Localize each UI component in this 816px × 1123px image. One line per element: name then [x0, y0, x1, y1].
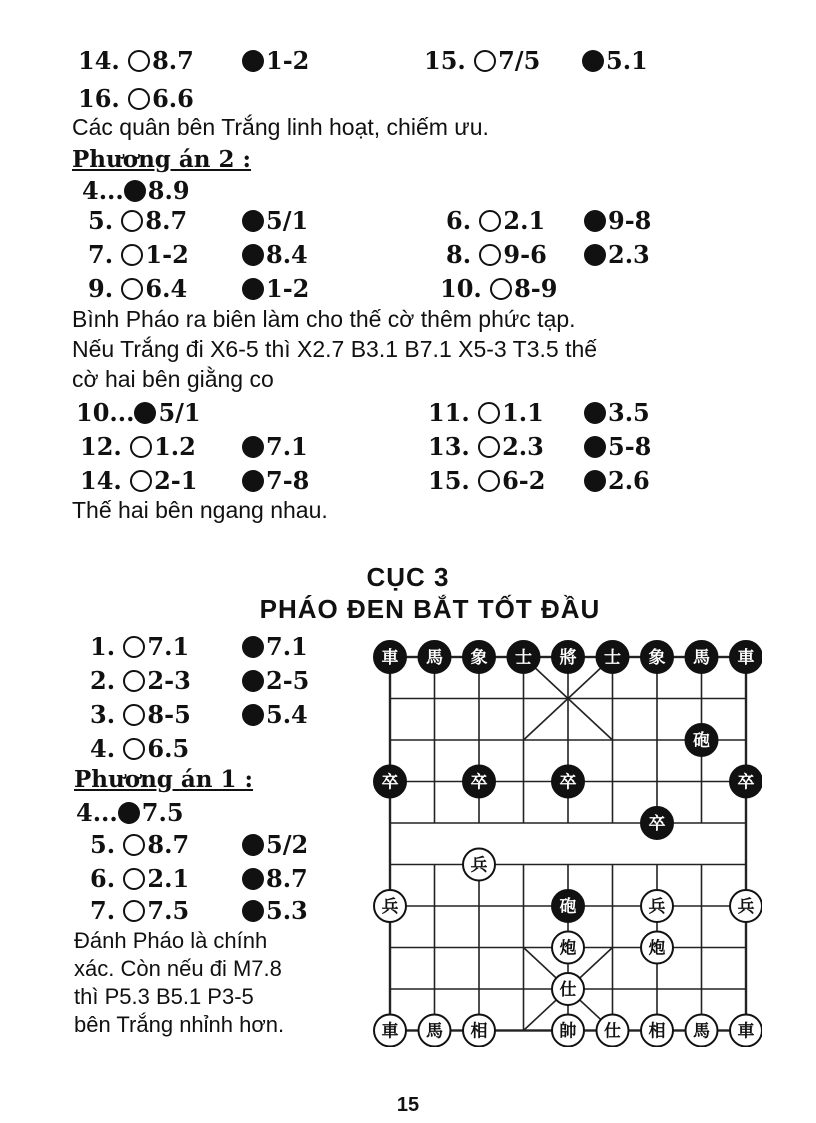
comment-text: Nếu Trắng đi X6-5 thì X2.7 B3.1 B7.1 X5-3 T3.5 thế — [72, 336, 598, 362]
move-row: 3. 8-5 — [90, 700, 191, 729]
comment-text: Đánh Pháo là chính — [74, 928, 268, 953]
black-piece — [730, 641, 762, 673]
piece-label: 兵 — [381, 897, 399, 917]
black-piece-icon — [242, 210, 264, 232]
black-piece-icon — [242, 636, 264, 658]
move-black: 3.5 — [584, 398, 650, 427]
move-black: 2-5 — [242, 666, 309, 695]
black-piece-icon — [118, 802, 140, 824]
comment-text: thì P5.3 B5.1 P3-5 — [74, 984, 254, 1009]
piece-label: 砲 — [559, 897, 577, 917]
red-piece — [374, 1015, 406, 1047]
move-black: 7.1 — [242, 632, 308, 661]
move-black: 7-8 — [242, 466, 309, 495]
move-black: 2.3 — [584, 240, 650, 269]
comment-text: bên Trắng nhỉnh hơn. — [74, 1012, 285, 1037]
move-black: 7.1 — [242, 432, 308, 461]
black-piece — [552, 766, 584, 798]
piece-label: 仕 — [604, 1021, 621, 1042]
white-piece-icon — [479, 244, 501, 266]
red-piece — [463, 849, 495, 881]
red-piece — [463, 1015, 495, 1047]
section-subtitle: PHÁO ĐEN BẮT TỐT ĐẦU — [259, 594, 601, 624]
page-number: 15 — [396, 1094, 420, 1116]
white-piece-icon — [130, 436, 152, 458]
move-row-15: 15. 7/5 — [424, 46, 541, 75]
red-piece — [552, 932, 584, 964]
move-row: 12. 1.2 — [80, 432, 196, 461]
piece-label: 砲 — [693, 731, 710, 751]
comment-text: Các quân bên Trắng linh hoạt, chiếm ưu. — [72, 114, 489, 140]
piece-label: 馬 — [693, 648, 710, 668]
comment-text: cờ hai bên giằng co — [72, 366, 274, 392]
red-piece — [730, 890, 762, 922]
white-piece-icon — [130, 470, 152, 492]
comment-text: Thế hai bên ngang nhau. — [72, 497, 328, 523]
white-piece-icon — [123, 636, 145, 658]
black-piece — [641, 641, 673, 673]
move-row-4: 4... 7.5 — [76, 798, 184, 827]
piece-label: 兵 — [648, 897, 666, 917]
piece-label: 卒 — [470, 772, 488, 793]
move-row-16: 16. 6.6 — [78, 84, 194, 113]
red-piece — [686, 1015, 718, 1047]
black-piece-icon — [242, 868, 264, 890]
black-piece — [641, 807, 673, 839]
black-piece-icon — [584, 244, 606, 266]
piece-label: 兵 — [470, 855, 488, 876]
move-row: 13. 2.3 — [428, 432, 544, 461]
red-piece — [641, 890, 673, 922]
move-black-15: 5.1 — [582, 46, 648, 75]
red-piece — [730, 1015, 762, 1047]
black-piece — [730, 766, 762, 798]
piece-label: 炮 — [648, 938, 666, 959]
move-row-14: 14. 8.7 — [78, 46, 194, 75]
red-piece — [374, 890, 406, 922]
piece-label: 士 — [515, 648, 532, 668]
piece-label: 仕 — [559, 980, 577, 1000]
piece-label: 相 — [470, 1021, 488, 1042]
move-black: 2.6 — [584, 466, 650, 495]
move-row: 4. 6.5 — [90, 734, 190, 763]
white-piece-icon — [490, 278, 512, 300]
piece-label: 車 — [381, 1021, 399, 1042]
piece-label: 炮 — [559, 938, 577, 959]
piece-label: 兵 — [737, 897, 755, 917]
white-piece-icon — [479, 210, 501, 232]
white-piece-icon — [123, 868, 145, 890]
black-piece-icon — [242, 436, 264, 458]
move-row: 14. 2-1 — [80, 466, 198, 495]
black-piece — [686, 641, 718, 673]
move-black: 5-8 — [584, 432, 651, 461]
piece-label: 卒 — [648, 814, 666, 834]
white-piece-icon — [121, 244, 143, 266]
black-piece-icon — [242, 704, 264, 726]
piece-label: 馬 — [693, 1021, 710, 1042]
section-heading: CỤC 3 — [366, 562, 450, 592]
piece-label: 馬 — [426, 1021, 443, 1042]
move-row: 7. 1-2 — [88, 240, 189, 269]
black-piece-icon — [124, 180, 146, 202]
red-piece — [552, 1015, 584, 1047]
move-row: 9. 6.4 — [88, 274, 188, 303]
black-piece-icon — [242, 244, 264, 266]
piece-label: 將 — [559, 648, 577, 668]
black-piece-icon — [582, 50, 604, 72]
white-piece-icon — [123, 738, 145, 760]
black-piece — [686, 724, 718, 756]
move-black: 5/1 — [242, 206, 308, 235]
piece-label: 車 — [737, 648, 755, 668]
red-piece — [552, 973, 584, 1005]
white-piece-icon — [123, 670, 145, 692]
black-piece-icon — [584, 402, 606, 424]
xiangqi-board — [372, 635, 762, 1047]
white-piece-icon — [128, 50, 150, 72]
white-piece-icon — [121, 210, 143, 232]
comment-text: xác. Còn nếu đi M7.8 — [74, 956, 282, 981]
black-piece — [552, 641, 584, 673]
move-row: 15. 6-2 — [428, 466, 546, 495]
red-piece — [419, 1015, 451, 1047]
white-piece-icon — [121, 278, 143, 300]
black-piece — [374, 641, 406, 673]
move-row-4: 4... 8.9 — [82, 176, 190, 205]
black-piece-icon — [242, 900, 264, 922]
move-row: 5. 8.7 — [90, 830, 190, 859]
black-piece-icon — [242, 670, 264, 692]
white-piece-icon — [123, 704, 145, 726]
move-black: 8.4 — [242, 240, 308, 269]
move-black-14: 1-2 — [242, 46, 309, 75]
piece-label: 卒 — [737, 772, 755, 793]
white-piece-icon — [123, 834, 145, 856]
black-piece-icon — [584, 210, 606, 232]
move-black: 9-8 — [584, 206, 651, 235]
piece-label: 象 — [648, 648, 666, 668]
move-black: 8.7 — [242, 864, 308, 893]
black-piece-icon — [134, 402, 156, 424]
piece-label: 象 — [470, 648, 488, 668]
black-piece-icon — [242, 470, 264, 492]
move-row: 6. 2.1 — [446, 206, 546, 235]
piece-label: 相 — [648, 1021, 666, 1042]
white-piece-icon — [478, 436, 500, 458]
piece-label: 帥 — [559, 1021, 577, 1042]
move-black: 5.4 — [242, 700, 308, 729]
piece-label: 車 — [737, 1021, 755, 1042]
move-row: 1. 7.1 — [90, 632, 190, 661]
piece-label: 士 — [604, 648, 621, 668]
black-piece-icon — [584, 470, 606, 492]
black-piece — [597, 641, 629, 673]
move-row: 10... 5/1 — [76, 398, 201, 427]
white-piece-icon — [478, 402, 500, 424]
white-piece-icon — [123, 900, 145, 922]
black-piece — [463, 641, 495, 673]
move-row: 11. 1.1 — [428, 398, 544, 427]
black-piece — [374, 766, 406, 798]
white-piece-icon — [474, 50, 496, 72]
move-black: 1-2 — [242, 274, 309, 303]
move-row: 5. 8.7 — [88, 206, 188, 235]
black-piece-icon — [242, 50, 264, 72]
comment-text: Bình Pháo ra biên làm cho thế cờ thêm phức tạp. — [72, 306, 576, 332]
piece-label: 車 — [381, 648, 399, 668]
variation-heading: Phương án 1 : — [74, 766, 254, 793]
black-piece-icon — [242, 834, 264, 856]
piece-label: 馬 — [426, 648, 443, 668]
white-piece-icon — [478, 470, 500, 492]
red-piece — [641, 1015, 673, 1047]
red-piece — [597, 1015, 629, 1047]
move-row: 8. 9-6 — [446, 240, 547, 269]
piece-label: 卒 — [381, 772, 399, 793]
black-piece — [508, 641, 540, 673]
variation-heading: Phương án 2 : — [72, 146, 252, 173]
move-row: 6. 2.1 — [90, 864, 190, 893]
piece-label: 卒 — [559, 772, 577, 793]
move-black: 5/2 — [242, 830, 308, 859]
black-piece — [463, 766, 495, 798]
move-row: 7. 7.5 — [90, 896, 190, 925]
move-row: 10. 8-9 — [440, 274, 558, 303]
white-piece-icon — [128, 88, 150, 110]
red-piece — [641, 932, 673, 964]
black-piece — [419, 641, 451, 673]
black-piece — [552, 890, 584, 922]
black-piece-icon — [242, 278, 264, 300]
black-piece-icon — [584, 436, 606, 458]
move-row: 2. 2-3 — [90, 666, 191, 695]
move-black: 5.3 — [242, 896, 308, 925]
